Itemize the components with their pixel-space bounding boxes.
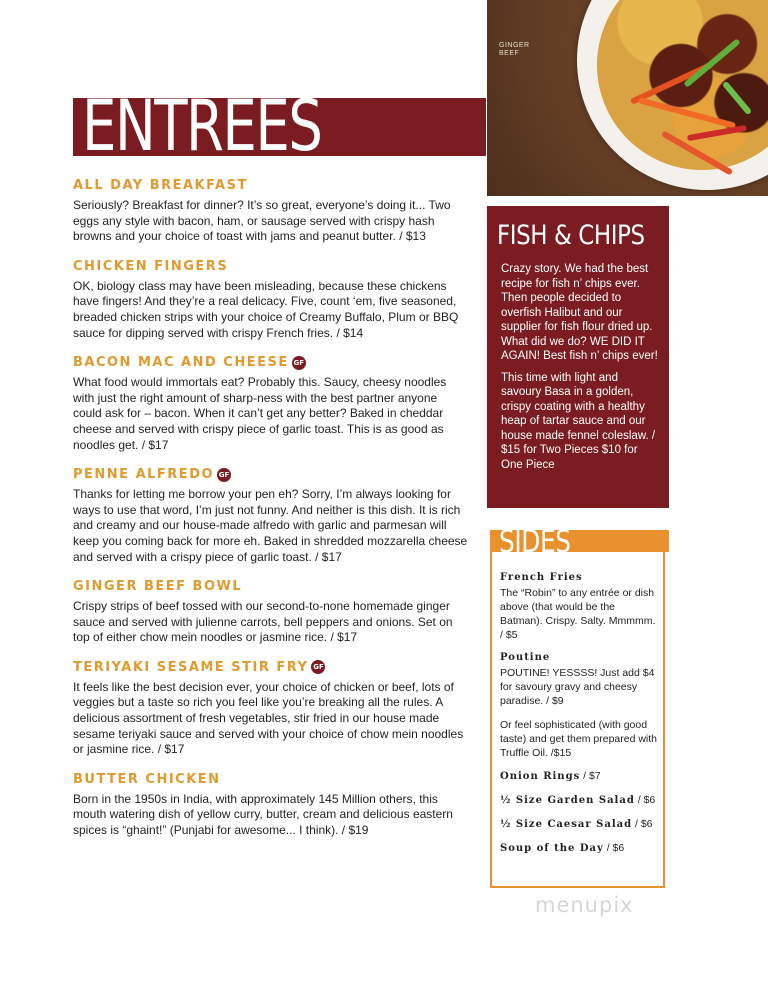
page-title: ENTREES <box>82 85 322 167</box>
side-price: / $6 <box>632 818 653 830</box>
item-name: GINGER BEEF BOWL <box>73 579 243 595</box>
side-name: ½ Size Caesar Salad <box>500 819 633 830</box>
menu-item <box>73 178 468 245</box>
menu-item <box>73 579 468 646</box>
fish-description <box>501 262 661 479</box>
fish-and-chips-box <box>487 206 669 508</box>
fish-paragraph: Crazy story. We had the best recipe for fish n’ chips ever. Then people decided to overfish Halibut and our supplier for fish flour dried up. What did we do? WE DID IT AGAIN! Best fish n’ chips ever! <box>501 263 658 362</box>
item-description: Seriously? Breakfast for dinner? It’s so great, everyone’s doing it... Two eggs any style with bacon, ham, or sausage served with crispy hash browns and your choice of toast with jams and peanut butter. / $13 <box>73 198 451 244</box>
side-price: / $7 <box>580 770 601 782</box>
gluten-free-icon: GF <box>217 468 231 482</box>
side-item <box>500 818 658 830</box>
side-description: The “Robin” to any entrée or dish above (that would be the Batman). Crispy. Salty. Mmmmm. / $5 <box>500 587 656 641</box>
side-name: ½ Size Garden Salad <box>500 795 635 806</box>
side-item <box>500 770 658 782</box>
side-name: Poutine <box>500 652 551 663</box>
item-name: ALL DAY BREAKFAST <box>73 178 248 193</box>
side-description: POUTINE! YESSSS! Just add $4 for savoury gravy and cheesy paradise. / $9 <box>500 667 655 707</box>
menu-item <box>73 467 468 565</box>
gluten-free-icon: GF <box>311 660 325 674</box>
fish-title: FISH & CHIPS <box>497 220 645 251</box>
item-name: BUTTER CHICKEN <box>73 771 221 787</box>
item-description: Thanks for letting me borrow your pen eh? Sorry, I’m always looking for ways to use that word, I’m just not funny. And neither is this dish. It is rich and creamy and our house-made alfredo with garlic and parmesan will keep you coming back for more eh. Baked in shredded mozzarella cheese and served with a crispy piece of garlic toast. / $17 <box>73 487 468 564</box>
item-name: CHICKEN FINGERS <box>73 258 229 274</box>
menu-item <box>73 772 468 839</box>
menu-item <box>73 660 468 758</box>
sides-list <box>500 572 658 866</box>
fish-paragraph: This time with light and savoury Basa in a golden, crispy coating with a healthy heap of tartar sauce and our house made fennel coleslaw. / $15 for Two Pieces $10 for One Piece <box>501 371 656 471</box>
side-description: Or feel sophisticated (with good taste) and get them prepared with Truffle Oil. /$15 <box>500 719 658 759</box>
item-description: It feels like the best decision ever, your choice of chicken or beef, lots of veggies but a taste so rich you feel like you’re breaking all the rules. A delicious assortment of fresh vegetables, stir fried in our house made sesame teriyaki sauce and served with your choice of chow mein noodles or jasmine rice. / $17 <box>73 679 464 757</box>
side-price: / $6 <box>634 794 656 806</box>
item-description: Crispy strips of beef tossed with our second-to-none homemade ginger sauce and served with julienne carrots, bell peppers and onions. Set on top of either chow mein noodles or jasmine rice. / $17 <box>73 599 453 645</box>
side-name: French Fries <box>500 572 583 583</box>
gluten-free-icon: GF <box>292 356 306 370</box>
menu-item <box>73 355 468 453</box>
entrees-list <box>73 178 468 853</box>
item-description: Born in the 1950s in India, with approximately 145 Million others, this mouth watering dish of yellow curry, butter, cream and delicious eastern spices is “ghaint!” (Punjabi for awesome... I think). / $19 <box>73 791 453 838</box>
item-name: TERIYAKI SESAME STIR FRY <box>73 659 309 675</box>
side-item <box>500 794 658 806</box>
photo-caption: GINGER BEEF <box>499 42 530 57</box>
menupix-watermark: menupix <box>535 893 634 917</box>
side-item <box>500 842 658 854</box>
item-description: OK, biology class may have been misleading, because these chickens have fingers! And they’re a real delicacy. Five, count ‘em, five seasoned, breaded chicken strips with your choice of Creamy Buffalo, Plum or BBQ sauce for dipping served with crispy French fries. / $14 <box>73 278 459 340</box>
item-description: What food would immortals eat? Probably this. Saucy, cheesy noodles with just the right amount of sharp-ness with the best partner anyone could ask for – bacon. When it can’t get any better? Baked in cheddar cheese and served with crispy piece of garlic toast. This is as good as noodles get. / $17 <box>73 375 447 452</box>
sides-title: SIDES <box>499 524 571 560</box>
side-name: Onion Rings <box>500 771 581 782</box>
ginger-beef-photo <box>487 0 768 196</box>
item-name: BACON MAC AND CHEESE <box>73 355 289 371</box>
item-name: PENNE ALFREDO <box>73 467 215 483</box>
side-price: / $6 <box>603 842 625 854</box>
side-name: Soup of the Day <box>500 843 604 854</box>
menu-item <box>73 259 468 341</box>
